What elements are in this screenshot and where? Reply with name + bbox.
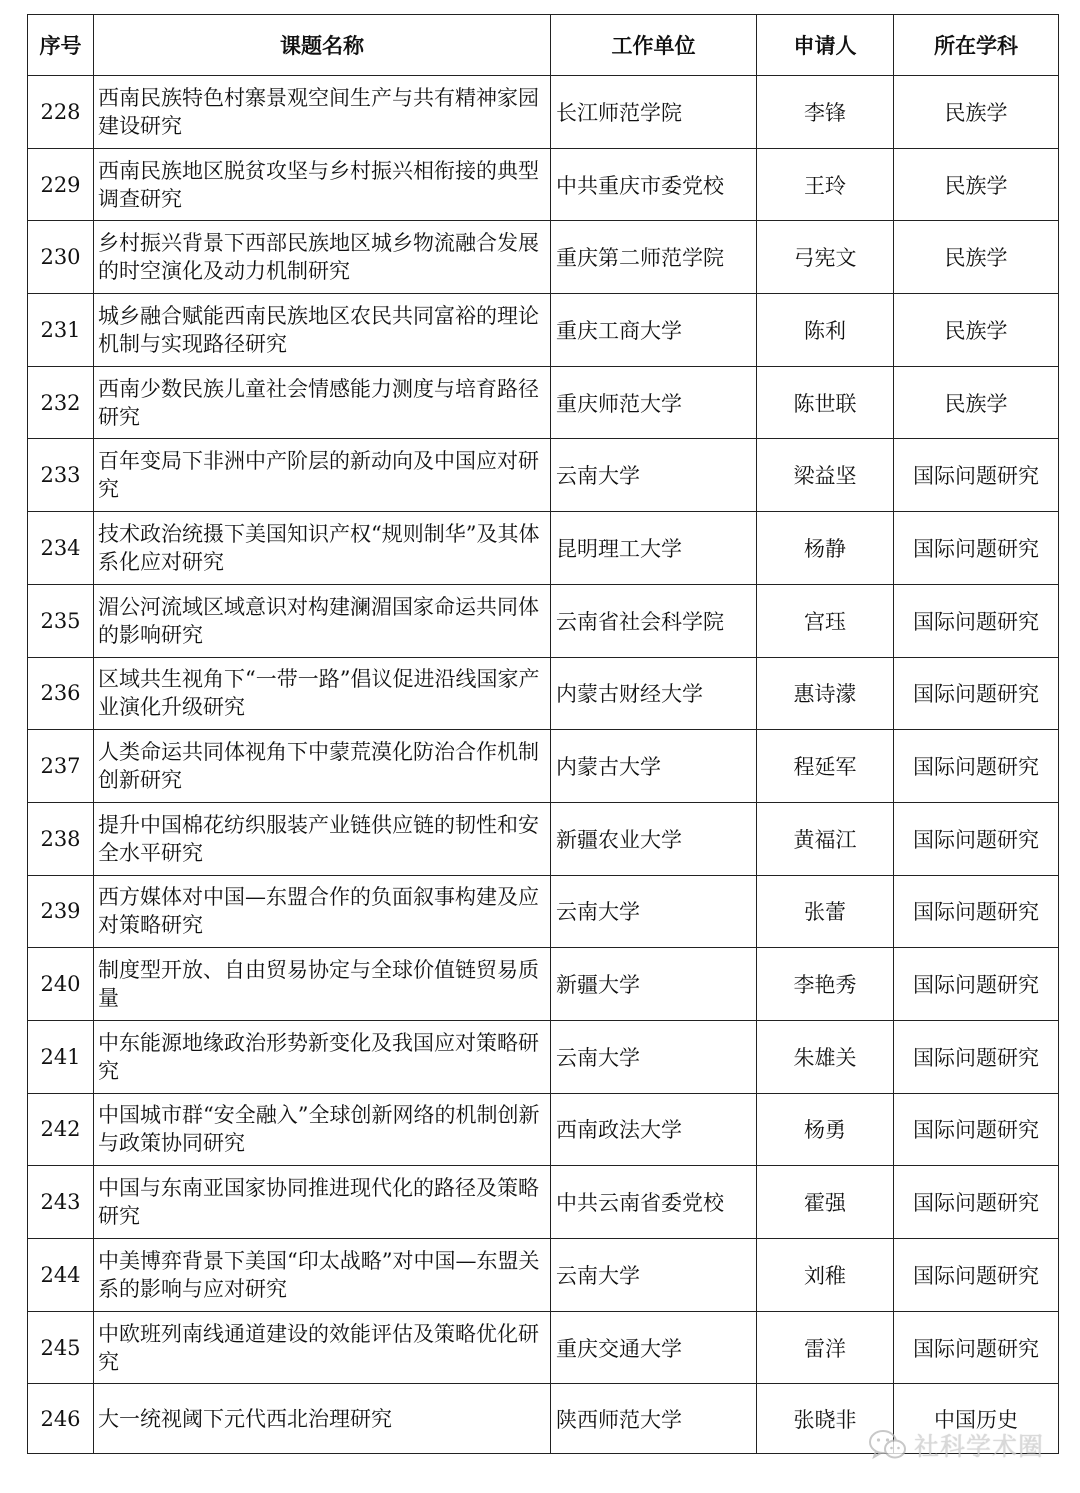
cell-work-unit: 重庆师范大学 <box>551 366 757 439</box>
cell-discipline: 国际问题研究 <box>894 657 1059 730</box>
cell-discipline: 民族学 <box>894 294 1059 367</box>
cell-work-unit: 西南政法大学 <box>551 1093 757 1166</box>
cell-applicant: 朱雄关 <box>757 1020 894 1093</box>
cell-discipline: 民族学 <box>894 76 1059 149</box>
cell-work-unit: 内蒙古财经大学 <box>551 657 757 730</box>
table-row <box>28 730 1059 803</box>
cell-applicant: 黄福江 <box>757 802 894 875</box>
cell-applicant: 陈世联 <box>757 366 894 439</box>
cell-discipline: 国际问题研究 <box>894 730 1059 803</box>
header-applicant: 申请人 <box>757 15 894 76</box>
cell-serial-number: 235 <box>28 584 94 657</box>
cell-serial-number: 229 <box>28 148 94 221</box>
cell-serial-number: 242 <box>28 1093 94 1166</box>
cell-work-unit: 新疆农业大学 <box>551 802 757 875</box>
cell-project-title: 湄公河流域区域意识对构建澜湄国家命运共同体的影响研究 <box>94 584 551 657</box>
cell-applicant: 刘稚 <box>757 1239 894 1312</box>
cell-applicant: 李艳秀 <box>757 948 894 1021</box>
cell-project-title: 中东能源地缘政治形势新变化及我国应对策略研究 <box>94 1020 551 1093</box>
cell-discipline: 国际问题研究 <box>894 1311 1059 1384</box>
cell-serial-number: 233 <box>28 439 94 512</box>
cell-applicant: 梁益坚 <box>757 439 894 512</box>
cell-work-unit: 昆明理工大学 <box>551 512 757 585</box>
cell-serial-number: 240 <box>28 948 94 1021</box>
cell-project-title: 大一统视阈下元代西北治理研究 <box>94 1384 551 1454</box>
cell-applicant: 惠诗濛 <box>757 657 894 730</box>
cell-discipline: 国际问题研究 <box>894 802 1059 875</box>
cell-project-title: 技术政治统摄下美国知识产权“规则制华”及其体系化应对研究 <box>94 512 551 585</box>
table-header <box>28 15 1059 76</box>
cell-project-title: 西南少数民族儿童社会情感能力测度与培育路径研究 <box>94 366 551 439</box>
header-work-unit: 工作单位 <box>551 15 757 76</box>
cell-discipline: 国际问题研究 <box>894 1093 1059 1166</box>
cell-project-title: 百年变局下非洲中产阶层的新动向及中国应对研究 <box>94 439 551 512</box>
cell-project-title: 城乡融合赋能西南民族地区农民共同富裕的理论机制与实现路径研究 <box>94 294 551 367</box>
cell-project-title: 中欧班列南线通道建设的效能评估及策略优化研究 <box>94 1311 551 1384</box>
cell-applicant: 雷洋 <box>757 1311 894 1384</box>
table-row <box>28 148 1059 221</box>
cell-work-unit: 长江师范学院 <box>551 76 757 149</box>
cell-discipline: 国际问题研究 <box>894 584 1059 657</box>
cell-project-title: 提升中国棉花纺织服装产业链供应链的韧性和安全水平研究 <box>94 802 551 875</box>
cell-serial-number: 241 <box>28 1020 94 1093</box>
cell-discipline: 国际问题研究 <box>894 948 1059 1021</box>
table-row <box>28 439 1059 512</box>
cell-applicant: 陈利 <box>757 294 894 367</box>
cell-discipline: 国际问题研究 <box>894 439 1059 512</box>
table-row <box>28 76 1059 149</box>
cell-work-unit: 云南大学 <box>551 875 757 948</box>
cell-project-title: 乡村振兴背景下西部民族地区城乡物流融合发展的时空演化及动力机制研究 <box>94 221 551 294</box>
cell-serial-number: 243 <box>28 1166 94 1239</box>
table-row <box>28 366 1059 439</box>
cell-work-unit: 内蒙古大学 <box>551 730 757 803</box>
cell-project-title: 西方媒体对中国—东盟合作的负面叙事构建及应对策略研究 <box>94 875 551 948</box>
cell-work-unit: 陕西师范大学 <box>551 1384 757 1454</box>
table-row <box>28 1384 1059 1454</box>
table-row <box>28 221 1059 294</box>
cell-discipline: 国际问题研究 <box>894 875 1059 948</box>
table-row <box>28 1239 1059 1312</box>
cell-project-title: 西南民族特色村寨景观空间生产与共有精神家园建设研究 <box>94 76 551 149</box>
cell-discipline: 中国历史 <box>894 1384 1059 1454</box>
cell-serial-number: 237 <box>28 730 94 803</box>
table-row <box>28 802 1059 875</box>
cell-serial-number: 245 <box>28 1311 94 1384</box>
cell-serial-number: 234 <box>28 512 94 585</box>
cell-work-unit: 中共重庆市委党校 <box>551 148 757 221</box>
cell-applicant: 李锋 <box>757 76 894 149</box>
cell-work-unit: 重庆第二师范学院 <box>551 221 757 294</box>
cell-discipline: 国际问题研究 <box>894 1020 1059 1093</box>
table-row <box>28 1093 1059 1166</box>
table-row <box>28 948 1059 1021</box>
cell-work-unit: 云南大学 <box>551 1020 757 1093</box>
cell-discipline: 民族学 <box>894 366 1059 439</box>
cell-work-unit: 新疆大学 <box>551 948 757 1021</box>
table-row <box>28 875 1059 948</box>
grant-project-table <box>27 14 1059 1454</box>
header-project-title: 课题名称 <box>94 15 551 76</box>
cell-discipline: 国际问题研究 <box>894 1166 1059 1239</box>
cell-project-title: 中美博弈背景下美国“印太战略”对中国—东盟关系的影响与应对研究 <box>94 1239 551 1312</box>
cell-work-unit: 云南大学 <box>551 439 757 512</box>
cell-project-title: 中国城市群“安全融入”全球创新网络的机制创新与政策协同研究 <box>94 1093 551 1166</box>
cell-work-unit: 云南省社会科学院 <box>551 584 757 657</box>
cell-applicant: 张蕾 <box>757 875 894 948</box>
table-row <box>28 657 1059 730</box>
cell-serial-number: 228 <box>28 76 94 149</box>
table-row <box>28 584 1059 657</box>
cell-applicant: 霍强 <box>757 1166 894 1239</box>
cell-applicant: 弓宪文 <box>757 221 894 294</box>
cell-work-unit: 重庆工商大学 <box>551 294 757 367</box>
table-row <box>28 1020 1059 1093</box>
cell-project-title: 中国与东南亚国家协同推进现代化的路径及策略研究 <box>94 1166 551 1239</box>
cell-project-title: 人类命运共同体视角下中蒙荒漠化防治合作机制创新研究 <box>94 730 551 803</box>
cell-work-unit: 云南大学 <box>551 1239 757 1312</box>
cell-serial-number: 236 <box>28 657 94 730</box>
cell-serial-number: 232 <box>28 366 94 439</box>
cell-project-title: 区域共生视角下“一带一路”倡议促进沿线国家产业演化升级研究 <box>94 657 551 730</box>
cell-applicant: 宫珏 <box>757 584 894 657</box>
cell-discipline: 民族学 <box>894 221 1059 294</box>
cell-serial-number: 230 <box>28 221 94 294</box>
cell-project-title: 制度型开放、自由贸易协定与全球价值链贸易质量 <box>94 948 551 1021</box>
cell-discipline: 国际问题研究 <box>894 512 1059 585</box>
cell-applicant: 王玲 <box>757 148 894 221</box>
header-discipline: 所在学科 <box>894 15 1059 76</box>
cell-serial-number: 238 <box>28 802 94 875</box>
table-row <box>28 294 1059 367</box>
header-serial-number: 序号 <box>28 15 94 76</box>
cell-applicant: 杨勇 <box>757 1093 894 1166</box>
cell-project-title: 西南民族地区脱贫攻坚与乡村振兴相衔接的典型调查研究 <box>94 148 551 221</box>
cell-serial-number: 246 <box>28 1384 94 1454</box>
cell-applicant: 程延军 <box>757 730 894 803</box>
cell-serial-number: 244 <box>28 1239 94 1312</box>
table-body <box>28 76 1059 1454</box>
table-row <box>28 1311 1059 1384</box>
cell-applicant: 张晓非 <box>757 1384 894 1454</box>
table-row <box>28 512 1059 585</box>
cell-discipline: 民族学 <box>894 148 1059 221</box>
cell-work-unit: 中共云南省委党校 <box>551 1166 757 1239</box>
table-row <box>28 1166 1059 1239</box>
header-row <box>28 15 1059 76</box>
cell-discipline: 国际问题研究 <box>894 1239 1059 1312</box>
cell-applicant: 杨静 <box>757 512 894 585</box>
cell-work-unit: 重庆交通大学 <box>551 1311 757 1384</box>
watermark-text: 社科学术圈 <box>914 1432 1045 1461</box>
cell-serial-number: 231 <box>28 294 94 367</box>
cell-serial-number: 239 <box>28 875 94 948</box>
